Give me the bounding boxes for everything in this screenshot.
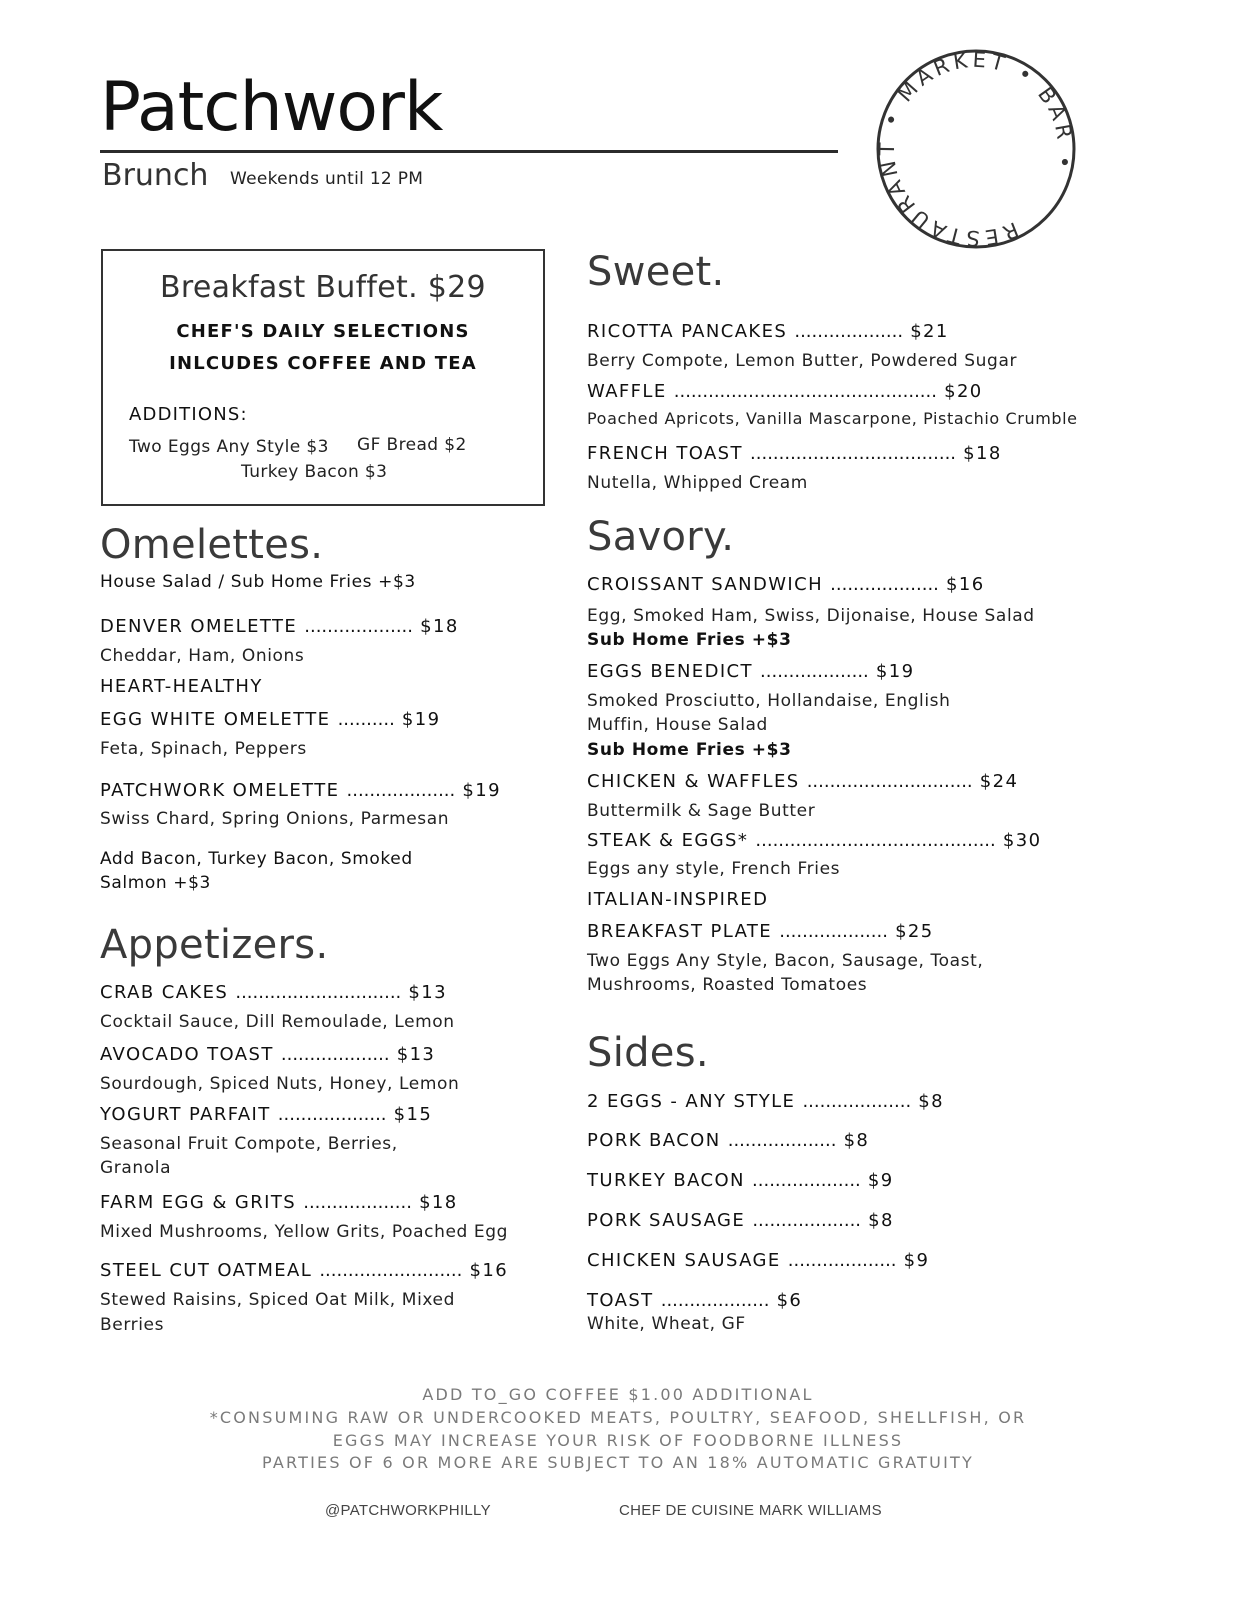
footer-gratuity-note: PARTIES OF 6 OR MORE ARE SUBJECT TO AN 18% AUTOMATIC GRATUITY <box>262 1453 974 1472</box>
menu-item <box>587 1289 802 1313</box>
item-description: Cocktail Sauce, Dill Remoulade, Lemon <box>100 1012 455 1032</box>
item-leader: .............................................. <box>673 381 937 402</box>
item-price: $15 <box>393 1104 433 1125</box>
item-name: AVOCADO TOAST <box>100 1044 274 1065</box>
item-leader: ............................. <box>806 771 973 792</box>
item-name: DENVER OMELETTE <box>100 616 298 637</box>
item-name: CHICKEN & WAFFLES <box>587 771 800 792</box>
menu-item <box>587 1249 929 1273</box>
item-name: TURKEY BACON <box>587 1170 745 1191</box>
menu-item <box>587 920 934 944</box>
item-leader: ................... <box>752 1170 861 1191</box>
item-description: Poached Apricots, Vanilla Mascarpone, Pistachio Crumble <box>587 409 1078 428</box>
item-name: CRAB CAKES <box>100 982 229 1003</box>
item-price: $19 <box>875 661 915 682</box>
item-leader: ................... <box>752 1210 862 1231</box>
item-name: FRENCH TOAST <box>587 443 743 464</box>
item-price: $19 <box>462 780 501 801</box>
item-price: $18 <box>963 443 1002 464</box>
item-description: Stewed Raisins, Spiced Oat Milk, Mixed <box>100 1290 455 1310</box>
item-description: Feta, Spinach, Peppers <box>100 739 307 759</box>
item-description: White, Wheat, GF <box>587 1314 746 1334</box>
buffet-line-2: INLCUDES COFFEE AND TEA <box>169 353 477 374</box>
item-price: $13 <box>396 1044 436 1065</box>
item-price: $16 <box>469 1260 509 1281</box>
section-title-sweet: Sweet. <box>587 249 725 295</box>
item-description: Two Eggs Any Style, Bacon, Sausage, Toast, <box>587 951 984 971</box>
item-tag: HEART-HEALTHY <box>100 676 263 697</box>
item-tag: ITALIAN-INSPIRED <box>587 889 769 910</box>
item-name: PATCHWORK OMELETTE <box>100 780 340 801</box>
item-leader: ................... <box>303 1192 412 1213</box>
menu-item <box>587 573 985 597</box>
item-leader: .................................... <box>750 443 957 464</box>
menu-item <box>100 1103 432 1127</box>
item-leader: .......... <box>337 709 395 730</box>
item-price: $20 <box>944 381 983 402</box>
omelettes-add-note-2: Salmon +$3 <box>100 873 211 893</box>
item-price: $8 <box>868 1210 894 1231</box>
item-leader: ................... <box>779 921 888 942</box>
menu-item <box>587 1090 944 1114</box>
item-name: BREAKFAST PLATE <box>587 921 773 942</box>
omelettes-note: House Salad / Sub Home Fries +$3 <box>100 572 416 592</box>
item-leader: ................... <box>280 1044 390 1065</box>
item-description: Nutella, Whipped Cream <box>587 473 808 493</box>
item-name: EGG WHITE OMELETTE <box>100 709 331 730</box>
menu-item <box>587 660 914 684</box>
item-description-cont: Berries <box>100 1315 165 1335</box>
item-leader: ................... <box>346 780 456 801</box>
chef-credit: CHEF DE CUISINE MARK WILLIAMS <box>619 1502 882 1519</box>
item-name: STEAK & EGGS* <box>587 830 749 851</box>
item-description: Smoked Prosciutto, Hollandaise, English <box>587 691 951 711</box>
addition-eggs: Two Eggs Any Style $3 <box>129 437 329 457</box>
menu-item <box>100 1259 508 1283</box>
menu-item <box>100 1043 435 1067</box>
item-name: TOAST <box>587 1290 654 1311</box>
menu-subtitle: Brunch <box>102 158 209 193</box>
item-description: Mixed Mushrooms, Yellow Grits, Poached Egg <box>100 1222 509 1242</box>
item-description: Egg, Smoked Ham, Swiss, Dijonaise, House Salad <box>587 606 1035 626</box>
item-leader: ................... <box>660 1290 770 1311</box>
item-name: WAFFLE <box>587 381 667 402</box>
addition-gf-bread: GF Bread $2 <box>357 435 467 455</box>
item-price: $13 <box>408 982 447 1003</box>
item-price: $21 <box>910 321 949 342</box>
section-title-savory: Savory. <box>587 514 735 560</box>
item-price: $19 <box>401 709 441 730</box>
item-name: RICOTTA PANCAKES <box>587 321 788 342</box>
item-name: STEEL CUT OATMEAL <box>100 1260 313 1281</box>
item-name: 2 EGGS - ANY STYLE <box>587 1091 796 1112</box>
item-name: EGGS BENEDICT <box>587 661 753 682</box>
buffet-box <box>101 249 545 506</box>
item-leader: ................... <box>830 574 939 595</box>
item-description-cont: Muffin, House Salad <box>587 715 768 735</box>
svg-text:RESTAURANT • MARKET • BAR •: RESTAURANT • MARKET • BAR • <box>875 48 1077 250</box>
menu-item <box>100 779 501 803</box>
service-hours: Weekends until 12 PM <box>230 169 424 189</box>
social-handle: @PATCHWORKPHILLY <box>325 1502 491 1519</box>
menu-item <box>587 1129 869 1153</box>
section-title-appetizers: Appetizers. <box>100 922 329 968</box>
menu-item <box>587 442 1002 466</box>
item-price: $9 <box>903 1250 930 1271</box>
item-leader: ......................... <box>319 1260 463 1281</box>
item-price: $8 <box>843 1130 870 1151</box>
item-leader: ................... <box>304 616 413 637</box>
item-description: Berry Compote, Lemon Butter, Powdered Sugar <box>587 351 1018 371</box>
item-leader: ................... <box>727 1130 837 1151</box>
item-leader: .......................................... <box>755 830 996 851</box>
item-price: $25 <box>895 921 934 942</box>
item-price: $18 <box>420 616 459 637</box>
menu-item <box>100 615 459 639</box>
restaurant-seal-logo <box>875 48 1077 250</box>
item-name: PORK BACON <box>587 1130 721 1151</box>
item-description: Eggs any style, French Fries <box>587 859 841 879</box>
brand-title: Patchwork <box>100 68 443 147</box>
additions-label: ADDITIONS: <box>129 404 248 425</box>
footer-health-warning-cont: EGGS MAY INCREASE YOUR RISK OF FOODBORNE ILLNESS <box>332 1431 904 1450</box>
item-price: $18 <box>419 1192 458 1213</box>
item-description: Swiss Chard, Spring Onions, Parmesan <box>100 809 450 829</box>
menu-item <box>100 1191 458 1215</box>
item-leader: ................... <box>277 1104 387 1125</box>
item-name: YOGURT PARFAIT <box>100 1104 271 1125</box>
item-leader: ................... <box>760 661 869 682</box>
item-price: $30 <box>1002 830 1042 851</box>
item-description: Buttermilk & Sage Butter <box>587 801 816 821</box>
item-leader: ................... <box>787 1250 897 1271</box>
menu-item <box>587 1169 894 1193</box>
item-price: $9 <box>867 1170 894 1191</box>
menu-item <box>587 380 983 404</box>
menu-item <box>100 708 440 732</box>
item-description: Cheddar, Ham, Onions <box>100 646 305 666</box>
item-leader: ................... <box>794 321 904 342</box>
buffet-title: Breakfast Buffet. $29 <box>160 270 486 305</box>
item-note: Sub Home Fries +$3 <box>587 740 792 760</box>
menu-item <box>100 981 447 1005</box>
item-price: $6 <box>776 1290 803 1311</box>
item-note: Sub Home Fries +$3 <box>587 630 792 650</box>
item-price: $24 <box>979 771 1019 792</box>
item-price: $8 <box>918 1091 945 1112</box>
item-leader: ................... <box>802 1091 912 1112</box>
item-name: CROISSANT SANDWICH <box>587 574 824 595</box>
section-title-omelettes: Omelettes. <box>100 522 324 568</box>
item-price: $16 <box>946 574 985 595</box>
buffet-line-1: CHEF'S DAILY SELECTIONS <box>176 321 470 342</box>
item-description: Seasonal Fruit Compote, Berries, <box>100 1134 398 1154</box>
item-description-cont: Mushrooms, Roasted Tomatoes <box>587 975 868 995</box>
header-rule <box>100 150 838 153</box>
menu-item <box>587 829 1041 853</box>
footer-coffee-note: ADD TO_GO COFFEE $1.00 ADDITIONAL <box>422 1385 814 1404</box>
menu-item <box>587 770 1018 794</box>
item-name: FARM EGG & GRITS <box>100 1192 297 1213</box>
menu-item <box>587 1209 894 1233</box>
item-name: PORK SAUSAGE <box>587 1210 746 1231</box>
item-description: Sourdough, Spiced Nuts, Honey, Lemon <box>100 1074 460 1094</box>
item-description-cont: Granola <box>100 1158 172 1178</box>
section-title-sides: Sides. <box>587 1030 709 1076</box>
addition-turkey-bacon: Turkey Bacon $3 <box>241 462 388 482</box>
item-name: CHICKEN SAUSAGE <box>587 1250 781 1271</box>
item-leader: ............................. <box>235 982 402 1003</box>
footer-health-warning: *CONSUMING RAW OR UNDERCOOKED MEATS, POULTRY, SEAFOOD, SHELLFISH, OR <box>209 1408 1027 1427</box>
menu-item <box>587 320 949 344</box>
omelettes-add-note: Add Bacon, Turkey Bacon, Smoked <box>100 849 413 869</box>
